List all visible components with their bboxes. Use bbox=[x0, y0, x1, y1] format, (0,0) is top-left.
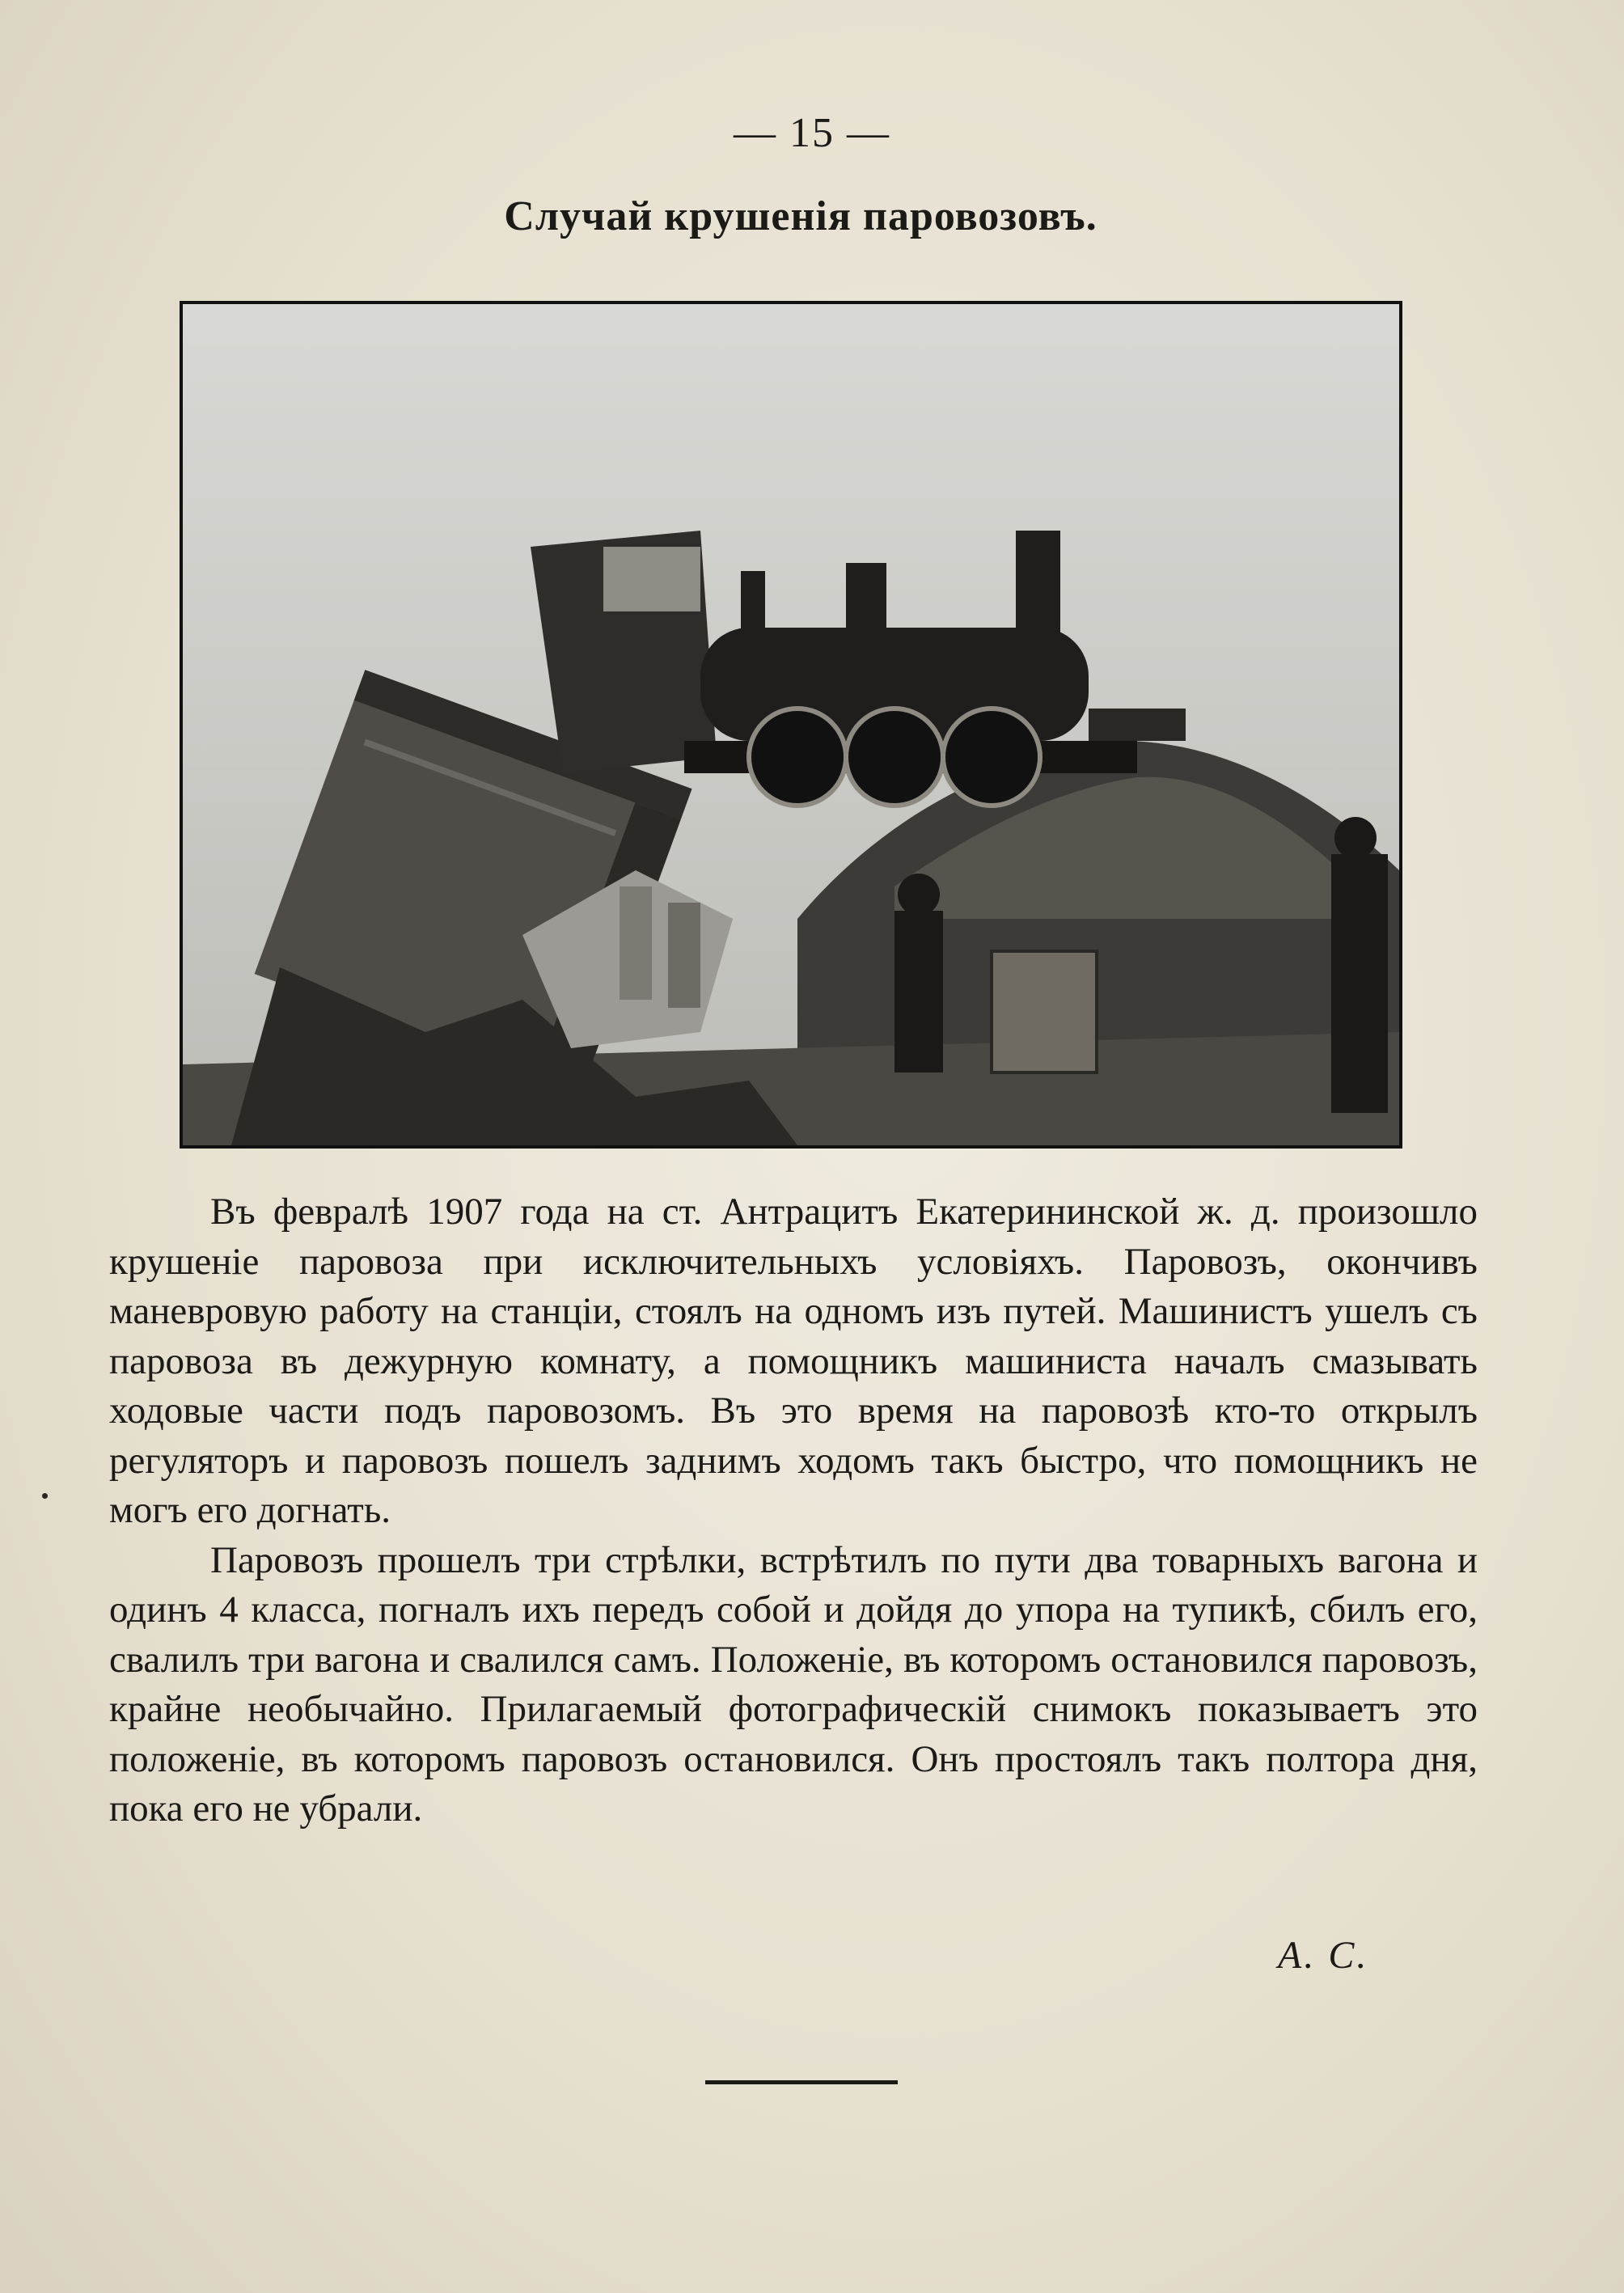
author-signature: А. С. bbox=[1278, 1934, 1369, 1977]
locomotive-wreck-photo bbox=[180, 301, 1402, 1149]
ink-speck bbox=[42, 1493, 48, 1499]
page-title: Случай крушенія паровозовъ. bbox=[504, 193, 1097, 239]
paragraph: Въ февралѣ 1907 года на ст. Антрацитъ Екатерининской ж. д. произошло крушеніе паровоза при исключительныхъ условіяхъ. Паровозъ, окончивъ маневровую работу на станціи, стоялъ на одномъ изъ путей. Машинистъ ушелъ съ паровоза въ дежурную комнату, а помощникъ машиниста началъ смазывать ходовые части подъ паровозомъ. Въ это время на паровозѣ кто-то открылъ регуляторъ и паровозъ пошелъ заднимъ ходомъ такъ быстро, что помощникъ не могъ его догнать. bbox=[109, 1191, 1478, 1531]
article-body bbox=[109, 1187, 1478, 1834]
divider-rule bbox=[705, 2080, 898, 2084]
page-number: — 15 — bbox=[734, 110, 890, 156]
locomotive-wreck-illustration bbox=[183, 304, 1399, 1145]
paragraph: Паровозъ прошелъ три стрѣлки, встрѣтилъ по пути два товарныхъ вагона и одинъ 4 класса, погналъ ихъ передъ собой и дойдя до упора на тупикѣ, сбилъ его, свалилъ три вагона и свалился самъ. Положеніе, въ которомъ остановился паровозъ, крайне необычайно. Прилагаемый фотографическій снимокъ показываетъ это положеніе, въ которомъ паровозъ остановился. Онъ простоялъ такъ полтора дня, пока его не убрали. bbox=[109, 1538, 1478, 1830]
